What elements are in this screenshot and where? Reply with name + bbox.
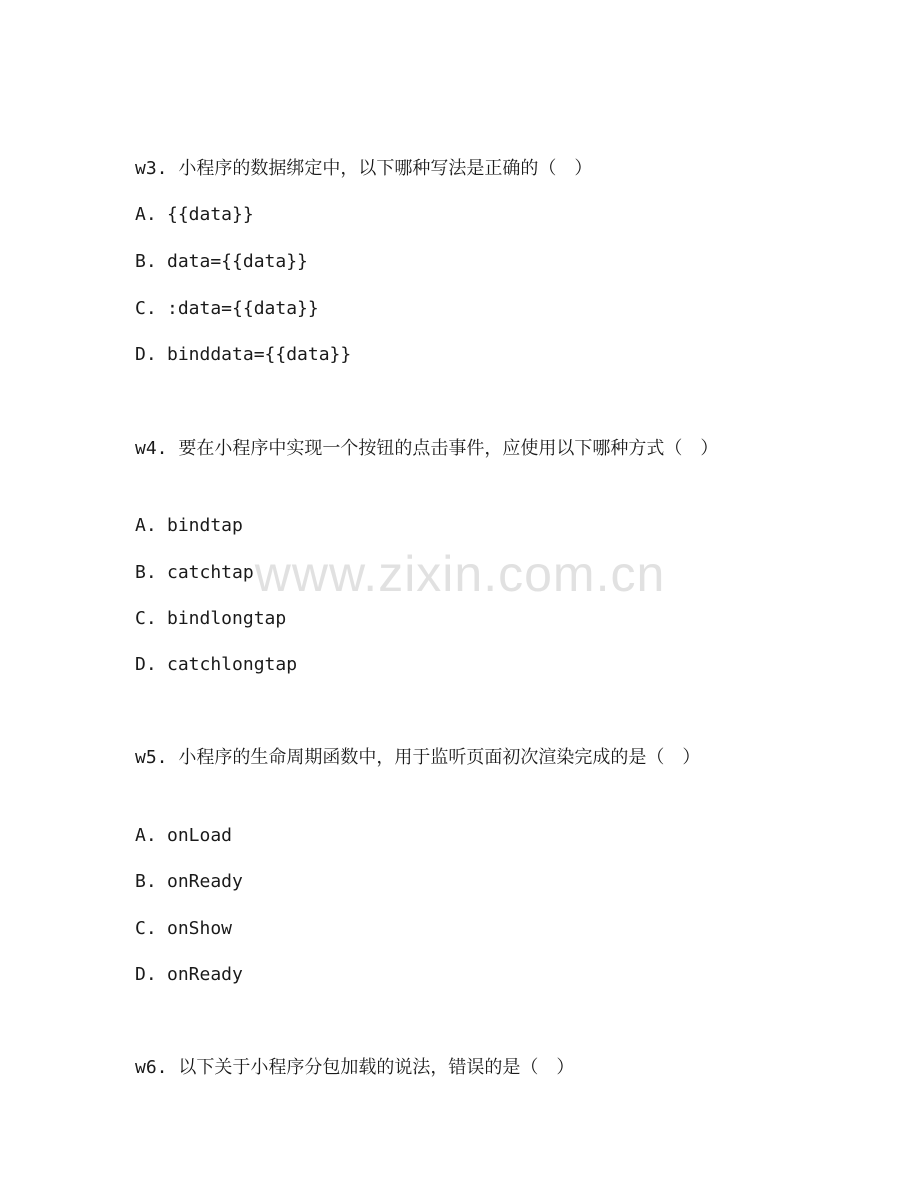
option-text: binddata={{data}} [167,344,352,365]
option-letter: B. [135,562,157,583]
question-title: w5. 小程序的生命周期函数中，用于监听页面初次渲染完成的是（ ） [135,747,701,768]
option-b [135,250,308,274]
option-text: data={{data}} [167,251,308,272]
question-w4 [135,433,785,465]
watermark: www.zixin.com.cn [254,546,666,602]
option-letter: D. [135,344,157,365]
option-a [135,514,243,538]
option-letter: D. [135,654,157,675]
option-a [135,203,254,227]
option-c [135,917,232,941]
option-letter: D. [135,964,157,985]
option-text: bindtap [167,515,243,536]
question-w6 [135,1052,785,1084]
option-b [135,561,254,585]
option-b [135,870,243,894]
option-c [135,297,319,321]
option-text: {{data}} [167,204,254,225]
option-d [135,963,243,987]
question-title: w6. 以下关于小程序分包加载的说法，错误的是（ ） [135,1057,575,1078]
option-d [135,653,297,677]
question-title: w4. 要在小程序中实现一个按钮的点击事件，应使用以下哪种方式（ ） [135,438,719,459]
question-w5 [135,742,785,774]
option-letter: A. [135,825,157,846]
option-letter: B. [135,871,157,892]
option-text: onReady [167,871,243,892]
option-text: catchtap [167,562,254,583]
option-text: onShow [167,918,233,939]
option-text: onReady [167,964,243,985]
option-letter: C. [135,298,157,319]
option-letter: A. [135,515,157,536]
question-title: w3. 小程序的数据绑定中，以下哪种写法是正确的（ ） [135,158,593,179]
option-c [135,607,286,631]
option-letter: C. [135,918,157,939]
option-d [135,343,351,367]
option-text: catchlongtap [167,654,298,675]
option-letter: B. [135,251,157,272]
option-letter: A. [135,204,157,225]
question-w3 [135,153,785,185]
option-text: onLoad [167,825,233,846]
option-letter: C. [135,608,157,629]
option-text: :data={{data}} [167,298,319,319]
option-text: bindlongtap [167,608,287,629]
option-a [135,824,232,848]
